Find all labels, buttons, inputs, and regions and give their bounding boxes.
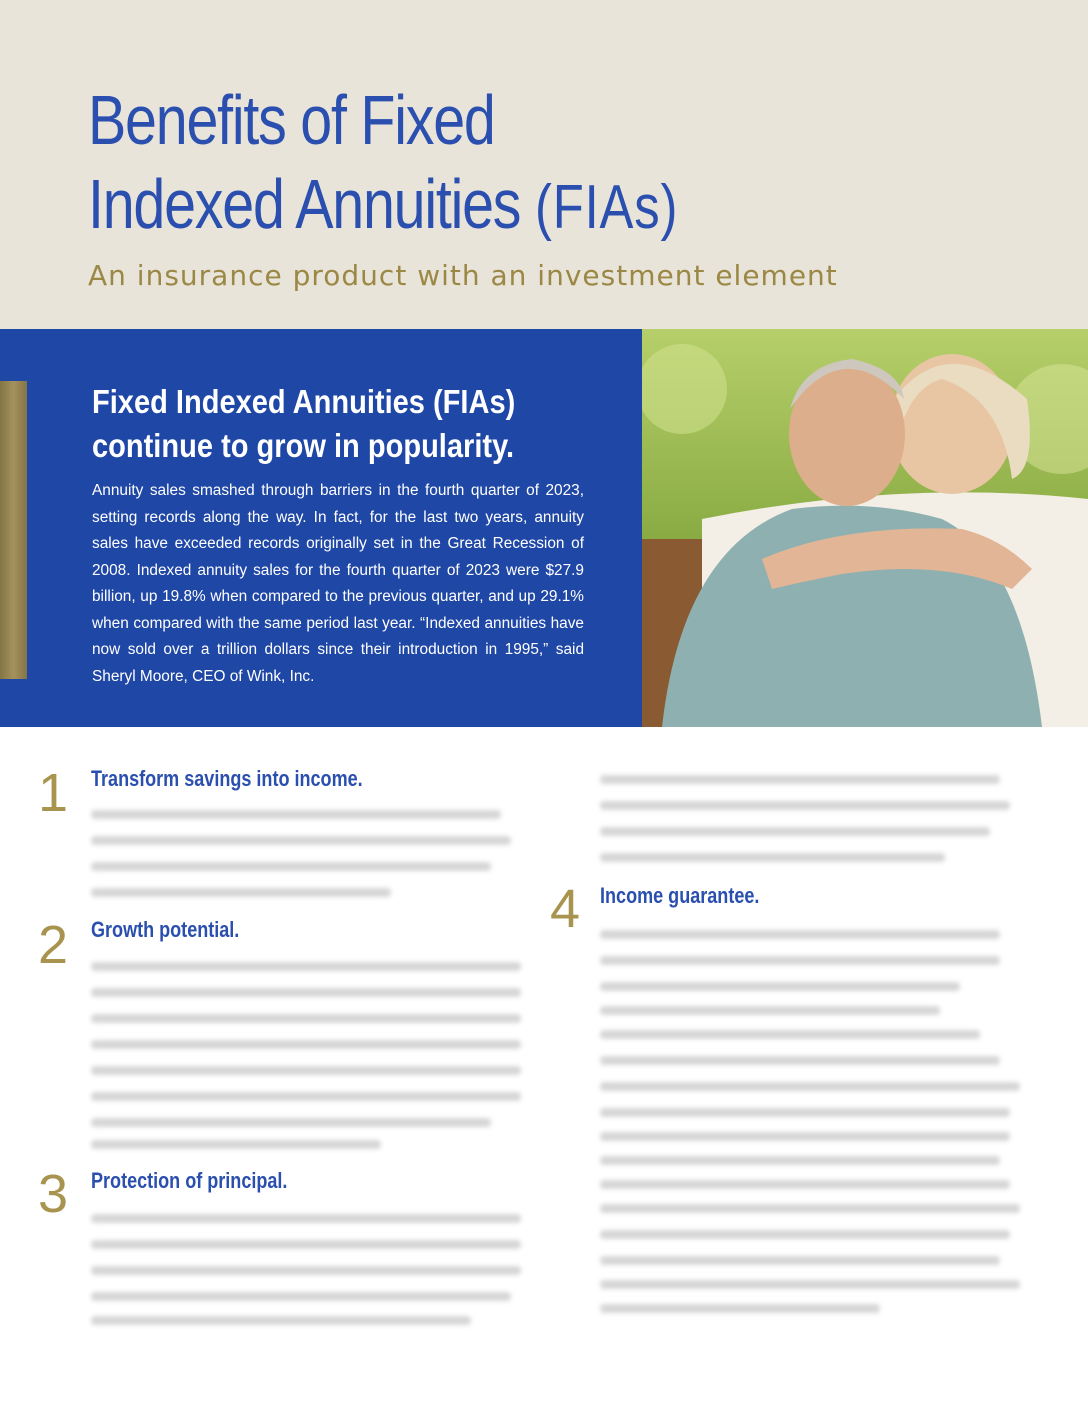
blurred-text-line [91, 888, 391, 897]
blurred-text-line [600, 1030, 980, 1039]
intro-heading-line-1: Fixed Indexed Annuities (FIAs) [92, 383, 516, 420]
title-abbreviation: (FIAs) [534, 173, 679, 242]
benefit-3-title: Protection of principal. [91, 1168, 288, 1193]
benefit-1-number: 1 [38, 763, 69, 823]
benefit-3-number: 3 [38, 1164, 69, 1224]
blurred-text-line [600, 1108, 1010, 1117]
blurred-text-line [600, 1156, 1000, 1165]
title-line-1: Benefits of Fixed [88, 81, 495, 159]
blurred-text-line [600, 1056, 1000, 1065]
blurred-text-line [91, 1316, 471, 1325]
title-line-2 [88, 162, 678, 250]
couple-photo [642, 329, 1088, 727]
blurred-text-line [91, 862, 491, 871]
blurred-text-line [600, 1280, 1020, 1289]
blurred-text-line [91, 1292, 511, 1301]
page-title [88, 78, 678, 250]
blurred-text-line [91, 988, 521, 997]
blurred-text-line [600, 1180, 1010, 1189]
blurred-text-line [91, 1040, 521, 1049]
blurred-text-line [91, 1140, 381, 1149]
blurred-text-line [600, 1304, 880, 1313]
blurred-text-line [600, 1132, 1010, 1141]
page-subtitle: An insurance product with an investment element [88, 259, 838, 292]
blurred-text-line [91, 962, 521, 971]
blurred-text-line [91, 1066, 521, 1075]
blurred-text-line [91, 810, 501, 819]
blurred-text-line [600, 956, 1000, 965]
blurred-text-line [91, 1266, 521, 1275]
blurred-text-line [600, 1256, 1000, 1265]
blurred-text-line [600, 982, 960, 991]
benefit-1-title: Transform savings into income. [91, 766, 363, 791]
blurred-text-line [600, 853, 945, 862]
blurred-text-line [600, 827, 990, 836]
blurred-text-line [600, 775, 1000, 784]
blurred-text-line [91, 1240, 521, 1249]
blurred-text-line [91, 1014, 521, 1023]
benefit-4-number: 4 [550, 879, 581, 939]
blurred-text-line [600, 930, 1000, 939]
blurred-text-line [91, 1214, 521, 1223]
intro-body: Annuity sales smashed through barriers in the fourth quarter of 2023, setting records along the way. In fact, for the last two years, annuity sales have exceeded records originally set in the Great Recession of 2008. Indexed annuity sales for the fourth quarter of 2023 were $27.9 billion, up 19.8% when compared to the previous quarter, and up 29.1% when compared with the same period last year. “Indexed annuities have now sold over a trillion dollars since their introduction in 1995,” said Sheryl Moore, CEO of Wink, Inc. [92, 482, 584, 685]
blurred-text-line [600, 1204, 1020, 1213]
couple-photo-illustration [642, 329, 1088, 727]
blurred-text-line [91, 1118, 491, 1127]
intro-heading-line-2: continue to grow in popularity. [92, 427, 515, 464]
benefit-2-number: 2 [38, 915, 69, 975]
benefit-2-title: Growth potential. [91, 917, 240, 942]
blurred-text-line [600, 1230, 1010, 1239]
title-line-2-text: Indexed Annuities [88, 165, 521, 243]
blurred-text-line [600, 801, 1010, 810]
blurred-text-line [91, 1092, 521, 1101]
blurred-text-line [91, 836, 511, 845]
intro-heading [92, 380, 550, 468]
header-banner [0, 0, 1088, 329]
gold-accent-tab [0, 381, 27, 679]
benefit-4-title: Income guarantee. [600, 883, 760, 908]
blurred-text-line [600, 1082, 1020, 1091]
blurred-text-line [600, 1006, 940, 1015]
